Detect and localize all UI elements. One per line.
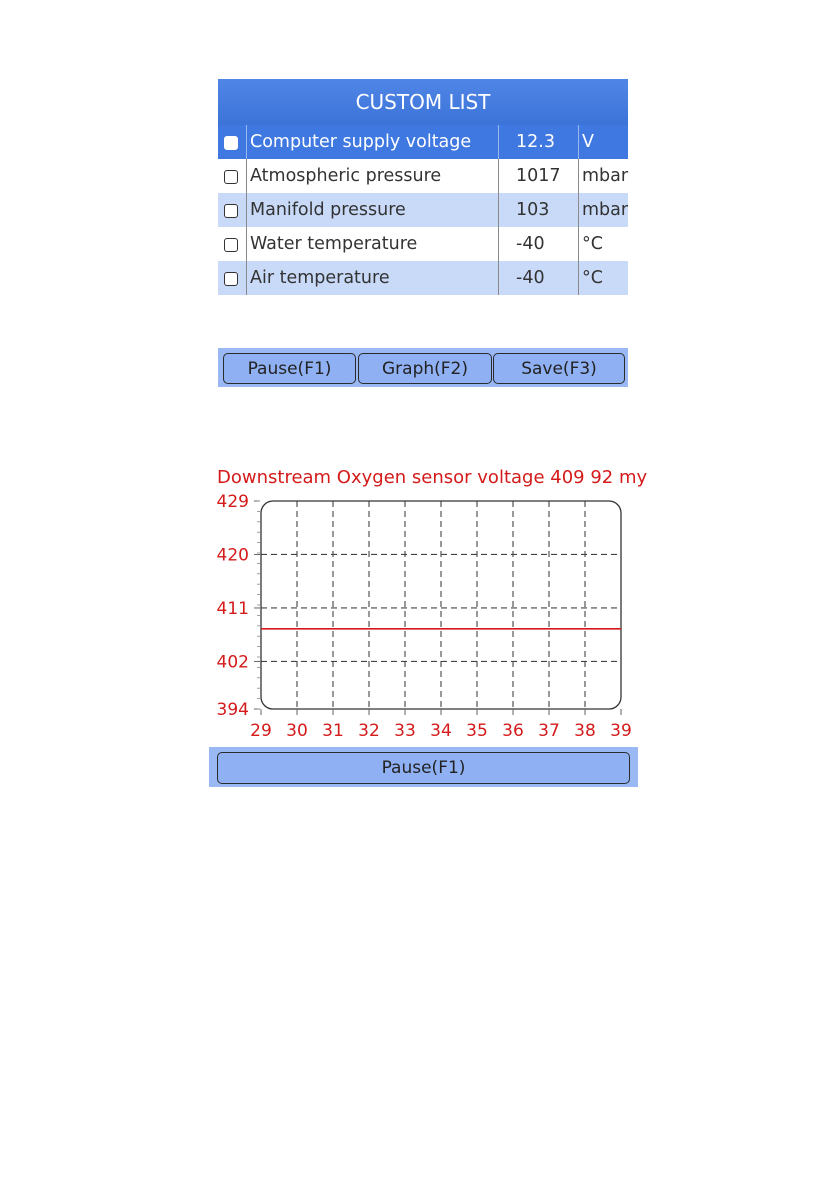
row-unit: °C	[582, 268, 603, 288]
row-name: Air temperature	[250, 268, 390, 288]
custom-list-panel	[218, 79, 628, 295]
column-divider	[578, 193, 579, 227]
row-checkbox[interactable]	[224, 238, 238, 252]
graph-pause-button[interactable]: Pause(F1)	[217, 752, 630, 784]
graph-title: Downstream Oxygen sensor voltage 409 92 my	[217, 467, 648, 488]
row-name: Atmospheric pressure	[250, 166, 442, 186]
x-tick-label: 34	[430, 721, 452, 741]
row-value: 103	[516, 200, 550, 220]
column-divider	[498, 159, 499, 193]
row-name: Manifold pressure	[250, 200, 406, 220]
row-value: 1017	[516, 166, 561, 186]
column-divider	[246, 193, 247, 227]
graph-button[interactable]: Graph(F2)	[358, 353, 492, 384]
chart-grid	[261, 501, 621, 709]
sensor-line-chart	[209, 490, 632, 744]
x-tick-label: 37	[538, 721, 560, 741]
x-tick-label: 33	[394, 721, 416, 741]
list-button-bar	[218, 348, 628, 387]
list-row-atmospheric-pressure[interactable]	[218, 159, 628, 193]
graph-button-bar	[209, 747, 638, 787]
row-checkbox[interactable]	[224, 272, 238, 286]
row-unit: mbar	[582, 166, 629, 186]
x-tick-label: 32	[358, 721, 380, 741]
row-unit: V	[582, 132, 594, 152]
row-checkbox[interactable]	[224, 170, 238, 184]
y-tick-label: 420	[216, 545, 249, 566]
column-divider	[578, 159, 579, 193]
chart-tick-labels	[217, 492, 632, 741]
x-tick-label: 36	[502, 721, 524, 741]
column-divider	[578, 227, 579, 261]
x-tick-label: 35	[466, 721, 488, 741]
column-divider	[246, 261, 247, 295]
x-tick-label: 38	[574, 721, 596, 741]
y-tick-label: 402	[216, 652, 249, 673]
list-row-water-temperature[interactable]	[218, 227, 628, 261]
column-divider	[578, 125, 579, 159]
save-button[interactable]: Save(F3)	[493, 353, 625, 384]
row-value: 12.3	[516, 132, 555, 152]
row-unit: °C	[582, 234, 603, 254]
column-divider	[498, 227, 499, 261]
row-unit: mbar	[582, 200, 629, 220]
row-checkbox[interactable]	[224, 204, 238, 218]
column-divider	[578, 261, 579, 295]
row-name: Computer supply voltage	[250, 132, 472, 152]
row-value: -40	[516, 234, 545, 254]
x-tick-label: 31	[322, 721, 344, 741]
list-row-manifold-pressure[interactable]	[218, 193, 628, 227]
column-divider	[498, 125, 499, 159]
column-divider	[246, 125, 247, 159]
row-value: -40	[516, 268, 545, 288]
x-tick-label: 30	[286, 721, 308, 741]
column-divider	[498, 193, 499, 227]
y-tick-label: 411	[216, 598, 249, 619]
y-tick-label: 429	[216, 492, 249, 512]
pause-button[interactable]: Pause(F1)	[223, 353, 356, 384]
list-title: CUSTOM LIST	[218, 79, 628, 125]
row-name: Water temperature	[250, 234, 418, 254]
column-divider	[246, 227, 247, 261]
column-divider	[498, 261, 499, 295]
y-tick-label: 394	[216, 700, 249, 720]
x-tick-label: 39	[610, 721, 632, 741]
row-checkbox[interactable]	[224, 136, 238, 150]
x-tick-label: 29	[250, 721, 272, 741]
list-row-computer-supply-voltage[interactable]	[218, 125, 628, 159]
list-row-air-temperature[interactable]	[218, 261, 628, 295]
column-divider	[246, 159, 247, 193]
